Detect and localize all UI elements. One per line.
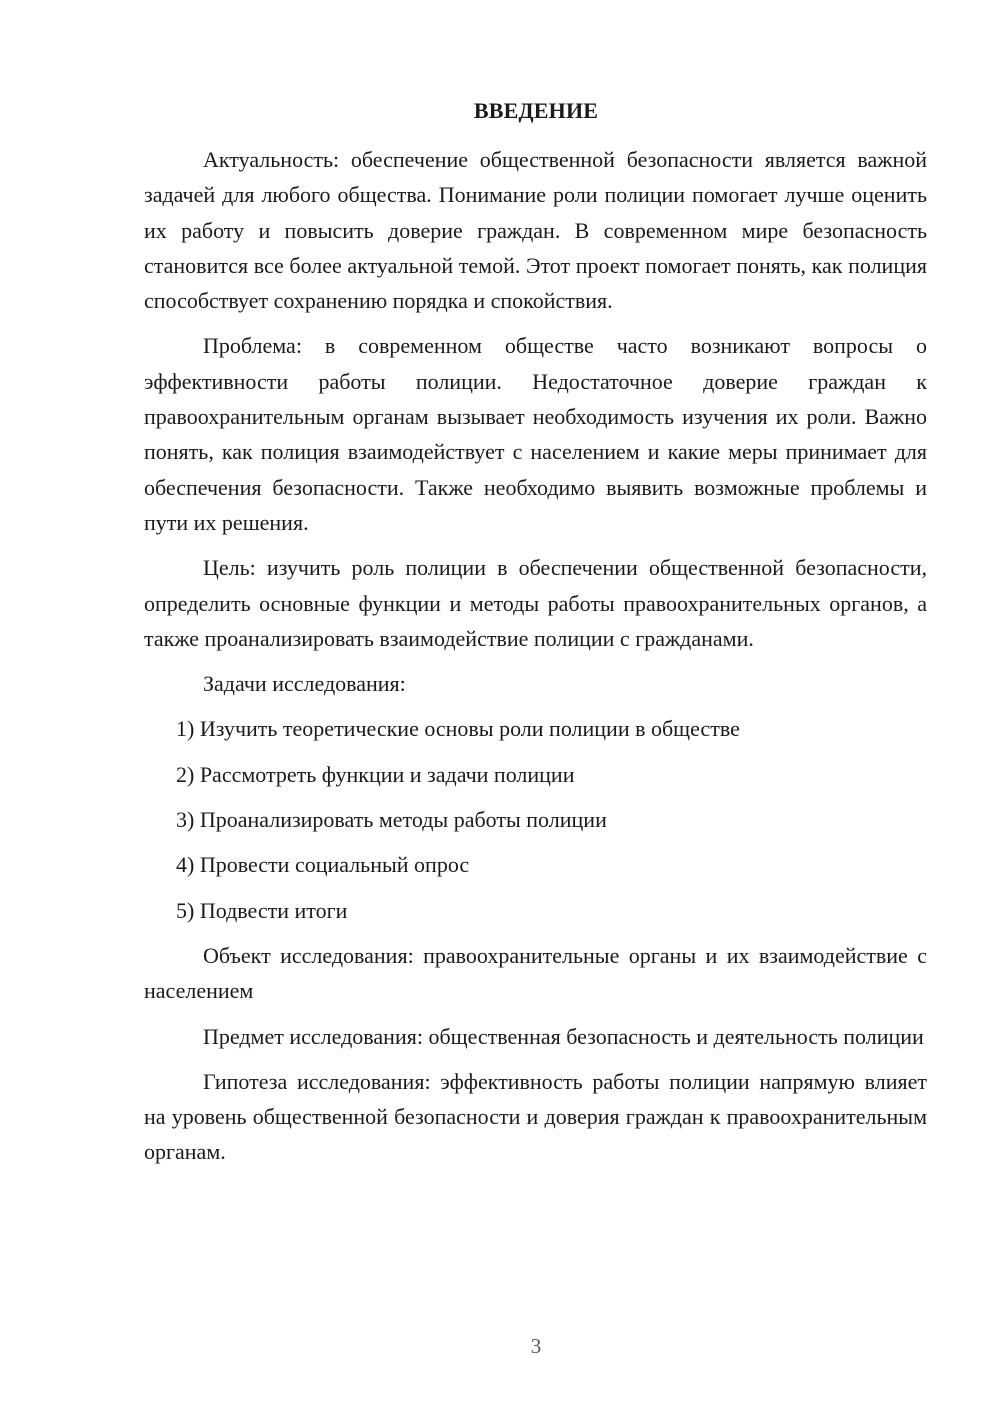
tasks-heading: Задачи исследования: xyxy=(203,671,406,697)
list-item: 2) Рассмотреть функции и задачи полиции xyxy=(176,761,575,787)
relevance-paragraph: Актуальность: обеспечение общественной безопасности является важной задачей для любого общества. Понимание роли полиции помогает лучше оценить их работу и повысить доверие граждан. В современном мире безопасность становится все более актуальной темой. Этот проект помогает понять, как полиция способствует сохранению порядка и спокойствия. xyxy=(144,147,927,314)
list-item: 1) Изучить теоретические основы роли полиции в обществе xyxy=(176,716,740,742)
list-item: 5) Подвести итоги xyxy=(176,897,348,923)
goal-paragraph: Цель: изучить роль полиции в обеспечении общественной безопасности, определить основные функции и методы работы правоохранительных органов, а также проанализировать взаимодействие полиции с гражданами. xyxy=(144,555,927,651)
object-paragraph: Объект исследования: правоохранительные органы и их взаимодействие с населением xyxy=(144,942,927,1004)
page-number: 3 xyxy=(530,1334,542,1358)
subject-paragraph: Предмет исследования: общественная безопасность и деятельность полиции xyxy=(203,1023,924,1049)
page-title: ВВЕДЕНИЕ xyxy=(473,98,599,123)
hypothesis-paragraph: Гипотеза исследования: эффективность работы полиции напрямую влияет на уровень общественной безопасности и доверия граждан к правоохранительным органам. xyxy=(144,1068,927,1165)
problem-paragraph: Проблема: в современном обществе часто возникают вопросы о эффективности работы полиции. Недостаточное доверие граждан к правоохранительным органам вызывает необходимость изучения их роли. Важно понять, как полиция взаимодействует с населением и какие меры принимает для обеспечения безопасности. Также необходимо выявить возможные проблемы и пути их решения. xyxy=(144,333,927,535)
list-item: 4) Провести социальный опрос xyxy=(176,852,470,878)
document-body xyxy=(144,142,927,1180)
list-item: 3) Проанализировать методы работы полиции xyxy=(176,807,607,833)
